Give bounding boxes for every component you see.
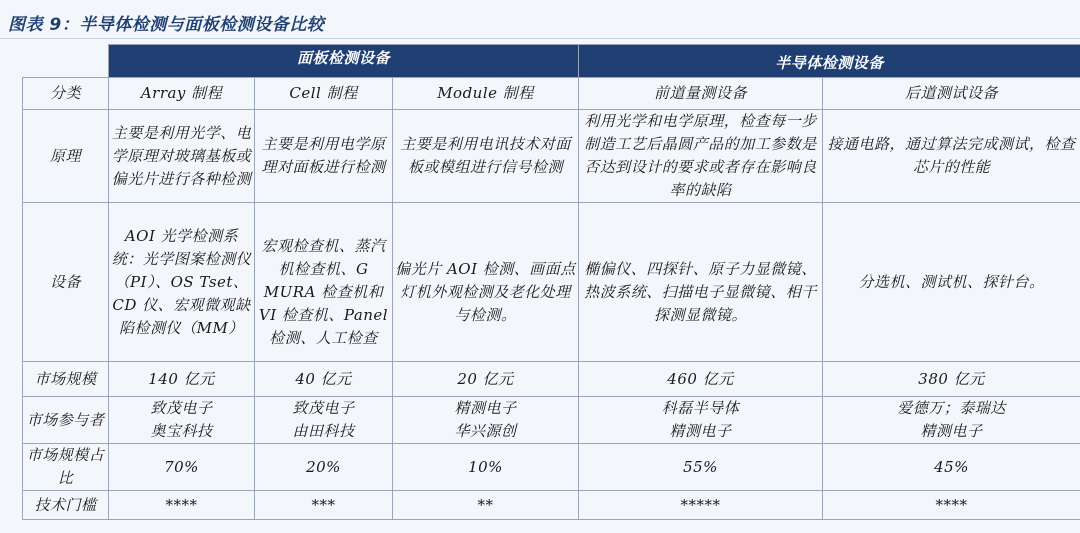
row-label-threshold: 技术门槛 [23,491,109,520]
table-row-equipment [23,203,1080,362]
participant-name: 致茂电子 [292,399,355,417]
cell-principle-module: 主要是利用电讯技术对面板或模组进行信号检测 [393,110,579,203]
cell-threshold-array: **** [109,491,255,520]
participant-name: 致茂电子 [150,399,213,417]
participant-name: 精测电子 [669,422,732,440]
cell-share-module: 10% [393,444,579,491]
table-row-category [23,78,1080,110]
semi-group-header: 半导体检测设备 [579,45,1080,78]
row-label-share: 市场规模占比 [23,444,109,491]
cell-equipment-cell: 宏观检查机、蒸汽机检查机、G MURA 检查机和 VI 检查机、Panel 检测、人工检查 [255,203,393,362]
cell-participants-module [393,397,579,444]
cell-equipment-array: AOI 光学检测系统：光学图案检测仪（PI）、OS Tset、CD 仪、宏观微观缺陷检测仪（MM） [109,203,255,362]
cell-share-array: 70% [109,444,255,491]
cell-size-back: 380 亿元 [823,362,1080,397]
cell-size-array: 140 亿元 [109,362,255,397]
cell-category-array: Array 制程 [109,78,255,110]
cell-threshold-cell: *** [255,491,393,520]
comparison-table [22,44,1080,520]
table-row-participants [23,397,1080,444]
table-header-row [23,45,1080,78]
cell-participants-array [109,397,255,444]
cell-share-front: 55% [579,444,823,491]
header-corner [23,45,109,78]
cell-principle-back: 接通电路，通过算法完成测试，检查芯片的性能 [823,110,1080,203]
cell-principle-cell: 主要是利用电学原理对面板进行检测 [255,110,393,203]
participant-name: 由田科技 [292,422,355,440]
participant-name: 爱德万；泰瑞达 [897,399,1006,417]
cell-participants-back [823,397,1080,444]
cell-share-back: 45% [823,444,1080,491]
cell-category-cell: Cell 制程 [255,78,393,110]
table-row-share [23,444,1080,491]
cell-principle-front: 利用光学和电学原理，检查每一步制造工艺后晶圆产品的加工参数是否达到设计的要求或者存在影响良率的缺陷 [579,110,823,203]
cell-equipment-module: 偏光片 AOI 检测、画面点灯机外观检测及老化处理与检测。 [393,203,579,362]
participant-name: 精测电子 [920,422,983,440]
cell-category-front: 前道量测设备 [579,78,823,110]
cell-threshold-back: **** [823,491,1080,520]
row-label-participants: 市场参与者 [23,397,109,444]
row-label-principle: 原理 [23,110,109,203]
cell-size-cell: 40 亿元 [255,362,393,397]
cell-size-module: 20 亿元 [393,362,579,397]
cell-category-back: 后道测试设备 [823,78,1080,110]
cell-size-front: 460 亿元 [579,362,823,397]
participant-name: 科磊半导体 [661,399,740,417]
row-label-equipment: 设备 [23,203,109,362]
table-row-market-size [23,362,1080,397]
participant-name: 奥宝科技 [150,422,213,440]
cell-participants-front [579,397,823,444]
cell-threshold-front: ***** [579,491,823,520]
row-label-market-size: 市场规模 [23,362,109,397]
cell-equipment-front: 椭偏仪、四探针、原子力显微镜、热波系统、扫描电子显微镜、相干探测显微镜。 [579,203,823,362]
title-bar [0,0,1080,39]
table-row-threshold [23,491,1080,520]
cell-threshold-module: ** [393,491,579,520]
panel-group-header: 面板检测设备 [109,45,579,78]
cell-participants-cell [255,397,393,444]
row-label-category: 分类 [23,78,109,110]
cell-category-module: Module 制程 [393,78,579,110]
participant-name: 精测电子 [454,399,517,417]
table-row-principle [23,110,1080,203]
cell-principle-array: 主要是利用光学、电学原理对玻璃基板或偏光片进行各种检测 [109,110,255,203]
participant-name: 华兴源创 [454,422,517,440]
cell-share-cell: 20% [255,444,393,491]
cell-equipment-back: 分选机、测试机、探针台。 [823,203,1080,362]
figure-title: 图表 9：半导体检测与面板检测设备比较 [8,15,325,35]
